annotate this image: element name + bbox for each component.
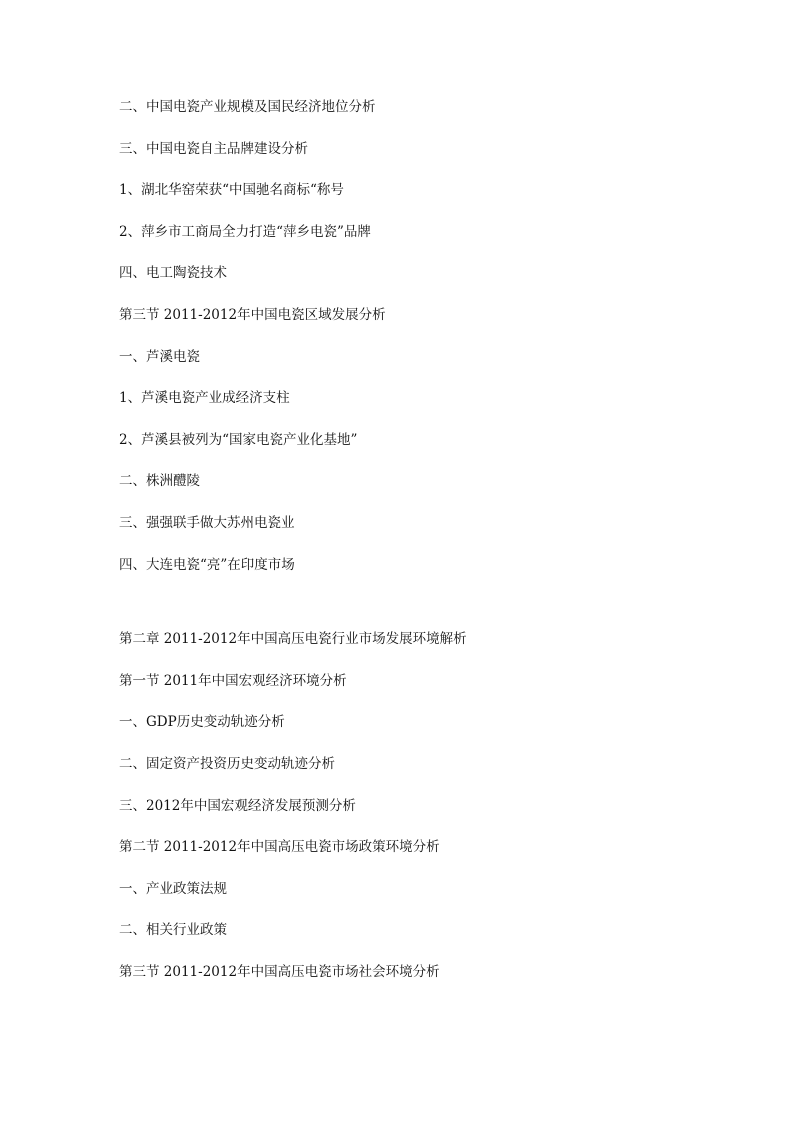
toc-line: 四、电工陶瓷技术 <box>119 265 227 282</box>
table-of-contents <box>119 96 719 1002</box>
toc-line: 一、芦溪电瓷 <box>119 348 200 365</box>
toc-line: 二、株洲醴陵 <box>119 473 200 490</box>
toc-line: 三、中国电瓷自主品牌建设分析 <box>119 140 308 157</box>
toc-line: 二、相关行业政策 <box>119 922 227 939</box>
toc-line: 三、2012年中国宏观经济发展预测分析 <box>119 797 356 814</box>
toc-line: 1、芦溪电瓷产业成经济支柱 <box>119 390 290 407</box>
toc-line: 1、湖北华窑荣获“中国驰名商标“称号 <box>119 182 344 199</box>
toc-section-heading: 第三节 2011-2012年中国高压电瓷市场社会环境分析 <box>119 963 440 980</box>
toc-chapter-heading: 第二章 2011-2012年中国高压电瓷行业市场发展环境解析 <box>119 631 467 648</box>
toc-line: 2、芦溪县被列为“国家电瓷产业化基地” <box>119 431 358 448</box>
toc-line: 一、GDP历史变动轨迹分析 <box>119 714 285 731</box>
toc-line: 2、萍乡市工商局全力打造“萍乡电瓷”品牌 <box>119 223 371 240</box>
toc-section-heading: 第一节 2011年中国宏观经济环境分析 <box>119 672 347 689</box>
toc-section-heading: 第二节 2011-2012年中国高压电瓷市场政策环境分析 <box>119 839 440 856</box>
toc-line: 二、固定资产投资历史变动轨迹分析 <box>119 755 335 772</box>
toc-line: 三、强强联手做大苏州电瓷业 <box>119 514 295 531</box>
toc-line: 一、产业政策法规 <box>119 880 227 897</box>
toc-line: 四、大连电瓷“亮”在印度市场 <box>119 556 295 573</box>
toc-section-heading: 第三节 2011-2012年中国电瓷区域发展分析 <box>119 306 386 323</box>
toc-line: 二、中国电瓷产业规模及国民经济地位分析 <box>119 99 376 115</box>
